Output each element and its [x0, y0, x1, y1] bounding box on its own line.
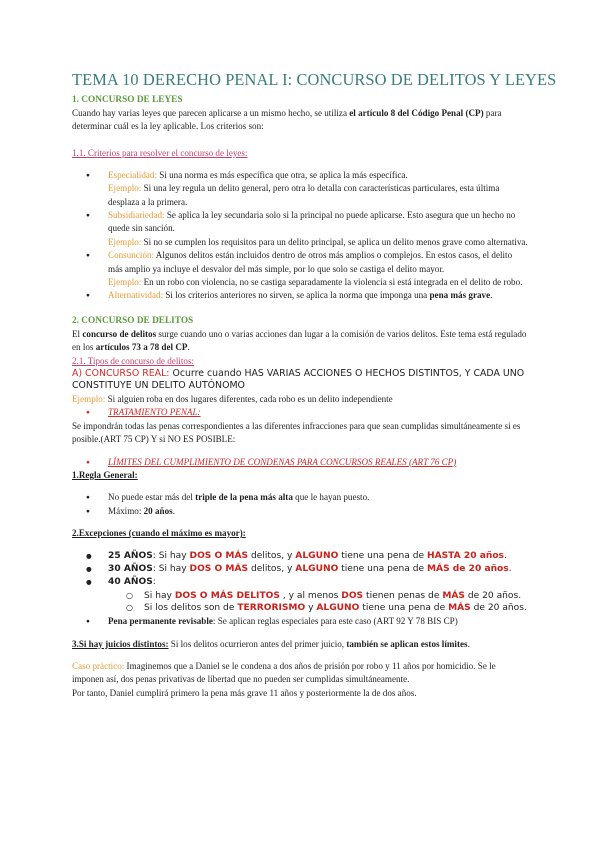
ppr-list — [72, 615, 528, 628]
limites-cumplimiento — [72, 456, 528, 469]
t: DOS O MÁS DELITOS — [174, 590, 280, 601]
concurso-real-text: Ocurre cuando HAS VARIAS ACCIONES O HECHOS DISTINTOS, Y CADA UNO CONSTITUYE UN DELITO AUTÓNOMO — [72, 367, 525, 392]
criterion-text: Si una norma es más específica que otra, se aplica la más específica. — [157, 169, 408, 180]
regla-item — [72, 505, 528, 518]
t: HASTA 20 años — [426, 550, 504, 561]
regla-text: Máximo: — [108, 505, 144, 516]
criterion-text: Algunos delitos están incluidos dentro de otros más amplios o complejos. En estos casos, el delito más amplio ya incluye el desvalor del más simple, por lo que solo se castiga el delito mayor. — [108, 250, 513, 274]
t: MÁS de 20 años — [426, 563, 509, 574]
criterion-text: Si los criterios anteriores no sirven, se aplica la norma que imponga una — [163, 290, 430, 301]
t: delitos, y — [248, 563, 296, 574]
excepciones-list — [72, 550, 528, 590]
t: tiene una pena de — [359, 603, 449, 614]
years: 40 AÑOS — [108, 577, 153, 588]
criterion-label: Alternatividad: — [108, 290, 164, 301]
t: DOS — [341, 590, 364, 601]
excepciones-label: 2.Excepciones (cuando el máximo es mayor): — [72, 528, 246, 539]
criterion-bold: pena más grave — [429, 290, 491, 301]
juicios-label: 3.Si hay juicios distintos: — [72, 638, 169, 649]
regla-bold: 20 años — [143, 505, 173, 516]
excepcion-40 — [72, 576, 528, 589]
t: tiene una pena de — [338, 550, 427, 561]
concurso-real — [72, 368, 528, 393]
t: : — [152, 577, 156, 588]
excepcion-40-item — [72, 590, 528, 603]
pena-permanente-revisable — [72, 615, 528, 628]
t: , y al menos — [279, 590, 342, 601]
regla-general-label: 1.Regla General: — [72, 469, 138, 480]
criterion-especialidad — [72, 169, 528, 209]
page-title: TEMA 10 DERECHO PENAL I: CONCURSO DE DELITOS Y LEYES — [72, 70, 557, 89]
concurso-real-label: A) CONCURSO REAL: — [72, 367, 170, 379]
example-label: Ejemplo: — [72, 393, 106, 404]
example-text: Si una ley regula un delito general, pero otra lo detalla con características particulares, esta última desplaza a la primera. — [108, 183, 500, 207]
intro-text-end: para determinar cuál es la ley aplicable. Los criterios son: — [72, 108, 502, 132]
t: ALGUNO — [295, 563, 339, 574]
ppr-label: Pena permanente revisable — [108, 616, 213, 627]
delitos-intro — [72, 328, 528, 355]
t: ALGUNO — [316, 603, 360, 614]
intro-b: concurso de delitos — [82, 328, 157, 339]
regla-end: que le hayan puesto. — [292, 492, 370, 503]
intro-text: Cuando hay varias leyes que parecen aplicarse a un mismo hecho, se utiliza — [72, 108, 350, 118]
intro-paragraph — [72, 107, 528, 134]
regla-end: . — [172, 505, 175, 516]
t: : Si hay — [152, 550, 190, 561]
excepcion-40-item — [72, 602, 528, 615]
example-text: Si no se cumplen los requisitos para un delito principal, se aplica un delito menos grave como alternativa. — [141, 236, 528, 247]
t: MÁS — [448, 603, 471, 614]
t: tienen penas de — [363, 590, 443, 601]
excepcion-30 — [72, 563, 528, 576]
t: DOS O MÁS — [189, 563, 249, 574]
tratamiento-list — [72, 406, 528, 419]
regla-general-list — [72, 491, 528, 518]
regla-text: No puede estar más del — [108, 492, 196, 503]
section-heading-concurso-delitos: 2. CONCURSO DE DELITOS — [72, 315, 194, 326]
limites-list — [72, 456, 528, 469]
excepciones-heading — [72, 527, 528, 540]
t: ALGUNO — [295, 550, 339, 561]
juicios-end: . — [467, 638, 470, 649]
example-label: Ejemplo: — [108, 236, 142, 247]
t: DOS O MÁS — [189, 550, 249, 561]
juicios-bold: también se aplican estos límites — [346, 638, 468, 649]
t: . — [508, 563, 512, 574]
ppr-text: : Se aplican reglas especiales para este caso (ART 92 Y 78 BIS CP) — [212, 616, 458, 627]
t: : Si hay — [152, 563, 190, 574]
intro-a: El — [72, 328, 83, 339]
t: delitos, y — [248, 550, 296, 561]
criterion-label: Especialidad: — [108, 169, 157, 180]
section-heading-concurso-leyes: 1. CONCURSO DE LEYES — [72, 95, 183, 105]
criterion-label: Consunción: — [108, 250, 154, 261]
regla-item — [72, 491, 528, 504]
subheading-tipos: 2.1. Tipos de concurso de delitos: — [72, 355, 195, 366]
excepcion-40-list — [72, 590, 528, 615]
t: y — [305, 603, 317, 614]
example-label: Ejemplo: — [108, 277, 142, 288]
caso-practico — [72, 660, 528, 700]
t: MÁS — [442, 590, 465, 601]
tratamiento-penal — [72, 406, 528, 419]
criterion-label: Subsidiariedad: — [108, 210, 165, 221]
years: 25 AÑOS — [108, 550, 153, 561]
limites-label: LÍMITES DEL CUMPLIMIENTO DE CONDENAS PARA CONCURSOS REALES (ART 76 CP) — [108, 456, 457, 467]
juicios-text: Si los delitos ocurrieron antes del primer juicio, — [168, 638, 347, 649]
example-label: Ejemplo: — [108, 183, 142, 194]
t: . — [503, 550, 507, 561]
example-text: Si alguien roba en dos lugares diferentes, cada robo es un delito independiente — [105, 393, 393, 404]
caso-label: Caso práctico: — [72, 660, 125, 671]
concurso-real-example — [72, 393, 528, 406]
example-text: En un robo con violencia, no se castiga separadamente la violencia si está integrada en el delito de robo. — [141, 277, 523, 288]
t: tiene una pena de — [338, 563, 427, 574]
tratamiento-label: TRATAMIENTO PENAL: — [108, 407, 201, 418]
criterion-text: Se aplica la ley secundaria solo si la principal no puede aplicarse. Esto asegura que un hecho no quede sin sanción. — [108, 210, 516, 234]
subheading-criterios: 1.1. Criterios para resolver el concurso de leyes: — [72, 147, 248, 158]
criterion-consuncion — [72, 249, 528, 289]
regla-bold: triple de la pena más alta — [195, 492, 293, 503]
regla-general-heading — [72, 469, 528, 482]
criterion-subsidiariedad — [72, 209, 528, 249]
intro-bold: el artículo 8 del Código Penal (CP) — [349, 108, 484, 118]
years: 30 AÑOS — [108, 563, 153, 574]
criteria-list — [72, 169, 528, 303]
intro-c: surge cuando uno o varias acciones dan lugar a la comisión de varios delitos. Este tema está regulado en los — [72, 328, 527, 353]
tratamiento-text: Se impondrán todas las penas correspondientes a las diferentes infracciones para que sean cumplidas simultáneamente si es posible.(ART 75 CP) Y si NO ES POSIBLE: — [72, 420, 521, 445]
intro-d: artículos 73 a 78 del CP — [95, 342, 188, 353]
t: de 20 años. — [470, 603, 527, 614]
juicios-distintos — [72, 638, 528, 651]
t: de 20 años. — [464, 590, 522, 601]
t: Si hay — [144, 590, 175, 601]
caso-text-2: Por tanto, Daniel cumplirá primero la pena más grave 11 años y posteriormente la de dos años. — [72, 687, 417, 698]
caso-text: Imaginemos que a Daniel se le condena a dos años de prisión por robo y 11 años por homicidio. Se le imponen así, dos penas privativas de libertad que no pueden ser cumplidas simultáneamente. — [72, 660, 496, 685]
criterion-end: . — [490, 290, 493, 301]
excepcion-25 — [72, 550, 528, 563]
t: TERRORISMO — [237, 603, 306, 614]
criterion-alternatividad — [72, 289, 528, 302]
t: Si los delitos son de — [144, 603, 238, 614]
intro-e: . — [187, 342, 190, 353]
